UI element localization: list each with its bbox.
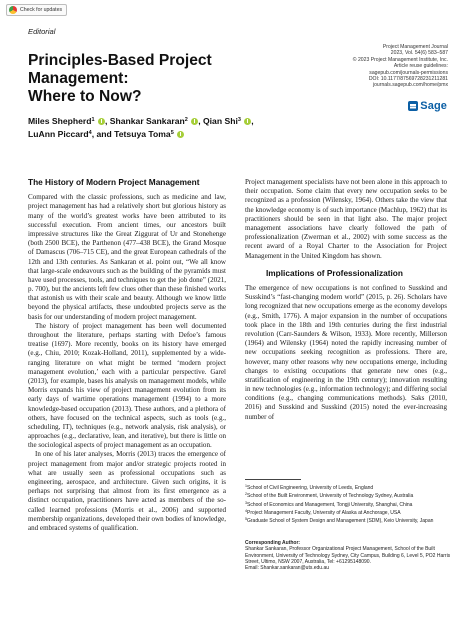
crossmark-icon [9, 6, 17, 14]
affiliation-item: $^3$School of Economics and Management, Tongji University, Shanghai, China [245, 500, 413, 508]
author[interactable]: Qian Shi$^3$ , [202, 116, 254, 126]
corresponding-author-details: Shankar Sankaran, Professor Organizational Project Management, School of the Built Environment, University of Technology Sydney, City Campus, Building 6, Level 5, PO2 Harris Street, Ultimo, NSW 2007, Australia, Tel: +61295148090. [245, 546, 451, 566]
doi-link[interactable]: DOI: 10.1177/87569728231211281 [368, 76, 448, 83]
body-paragraph: The emergence of new occupations is not confined to Susskind and Susskind’s “fast-changing modern world” (2015, p. 26). Scholars have long recognized that new occupations emerge as the economy develops (e.g., Smith, 1776). A major expansion in the number of occupations took place in the 18th and 19th centuries during the first industrial revolution (Carr-Saunders & Wilson, 1933). More recently, Millerson (1964) and Wilensky (1964) noted the rapidly increasing number of new occupations seeking recognition as professions. There are, however, many other reasons why new occupations emerge, including changes to existing occupations that generate new ones (e.g., stratification of engineering in the 19th century); innovation resulting in new technologies (e.g., information technology); and differing social conditions (e.g., changing communications methods). Saks (2010, 2016) and Susskind and Susskind (2015) noted the ever-increasing number of [245, 284, 447, 421]
check-for-updates-badge[interactable] [6, 4, 67, 16]
copyright-line: © 2023 Project Management Institute, Inc. [352, 56, 448, 63]
affiliation-item: $^4$Project Management Faculty, University of Alaska at Anchorage, USA [245, 509, 401, 517]
journal-info [298, 44, 448, 89]
sage-logo [408, 100, 447, 112]
left-column [28, 178, 226, 533]
sage-wordmark: Sage [420, 100, 447, 112]
section-heading-history: The History of Modern Project Management [28, 177, 200, 187]
body-paragraph: Compared with the classic professions, such as medicine and law, project management has had a relatively short but glorious history as many of the world’s greatest works have been attributed to its successful execution. From ancient times, our ancestors built impressive structures like the Great Ziggurat of Ur and Stonehenge (both 2500 BCE), the Parthenon (477–438 BCE), the Grand Mosque of Damascus (706–715 CE), and the great European cathedrals of the 12th and 13th centuries. As Sankaran et al. point out, “We all know that large-scale endeavours such as the building of the pyramids must have used processes, tools, and techniques to get the job done” (2021, p. 700), but the ancients left few clues other than these finished works that astonish us with their scale and beauty. Although we know little beyond the physical artifacts, these undoubted projects serve as the basis for our understanding of modern project management. [28, 193, 226, 321]
corresponding-author-heading: Corresponding Author: [245, 540, 301, 546]
body-paragraph: In one of his later analyses, Morris (2013) traces the emergence of project management from major and/or strategic projects rooted in what are usually seen as professional occupations such as engineering, aerospace, and architecture. Given such origins, it is perhaps not surprising that almost from its first emergence as a distinct occupation, practitioners have acted as members of the so-called learned professions (Morris et al., 2006) and supported membership organizations, developed their own bodies of knowledge, and embraced systems of qualification. [28, 450, 226, 532]
journal-home-link[interactable]: journals.sagepub.com/home/pmx [372, 82, 448, 89]
right-column-intro [245, 178, 447, 261]
check-for-updates-label: Check for updates [20, 7, 63, 13]
footnote-divider [245, 479, 301, 480]
author[interactable]: Tetsuya Toma$^5$ [114, 129, 184, 139]
section-label: Editorial [28, 27, 56, 36]
author-list [28, 114, 328, 140]
title-line-2: Where to Now? [28, 88, 142, 105]
article-title [28, 52, 308, 106]
affiliations [245, 483, 450, 525]
orcid-icon[interactable] [244, 118, 251, 125]
author[interactable]: LuAnn Piccard$^4$, and [28, 129, 112, 139]
affiliation-item: $^1$School of Civil Engineering, University of Leeds, England [245, 484, 374, 491]
permissions-link[interactable]: sagepub.com/journals-permissions [369, 69, 448, 76]
corresponding-author [245, 540, 451, 572]
right-column-body [245, 284, 447, 422]
author[interactable]: Miles Shepherd$^1$ , [28, 116, 108, 126]
orcid-icon[interactable] [98, 118, 105, 125]
reuse-guidelines-label: Article reuse guidelines: [393, 63, 448, 70]
affiliation-item: $^5$Graduate School of System Design and Management (SDM), Keio University, Japan [245, 517, 434, 525]
orcid-icon[interactable] [191, 118, 198, 125]
affiliation-item: $^2$School of the Built Environment, University of Technology Sydney, Australia [245, 492, 414, 500]
orcid-icon[interactable] [177, 131, 184, 138]
title-line-1: Principles-Based Project Management: [28, 52, 212, 87]
author[interactable]: Shankar Sankaran$^2$ , [109, 116, 201, 126]
journal-volume: 2023, Vol. 54(6) 583–587 [390, 50, 448, 57]
sage-icon [408, 101, 418, 111]
body-paragraph: The history of project management has been well documented throughout the literature, perhaps starting with Defoe’s famous treatise (1697). More recently, books on its history have emerged (e.g., Chiu, 2010; Kozak-Holland, 2011), supplemented by a wide-ranging literature on what might be termed ‘modern project management evolution,’ each with a particular perspective. Garel (2013), for example, bases his analysis on management models, while Morris expands his view of project management evolution from its early days of wartime operations management (1994) to a more knowledge-based occupation (2013). These authors, and a plethora of others, have focused on the technical aspects, such as tools (e.g., scheduling, IT), techniques (e.g., network analysis, risk analysis), or approaches (e.g., declarative, lean, and iterative), but there is little on the sociological aspects of project management as an occupation. [28, 321, 226, 450]
corresponding-author-email[interactable]: Email: Shankar.sankaran@uts.edu.au [245, 565, 330, 572]
body-paragraph: Project management specialists have not been alone in this approach to their occupation. Some claim that every new occupation seeks to be recognized as a profession (Wilensky, 1964). Others take the view that the knowledge economy is of such importance (Machlup, 1962) that its practitioners should be seen in that light also. The major project management associations have clearly followed the path of professionalization (Zwerman et al., 2002) with some success as the recent award of a Royal Charter to the Association for Project Management in the United Kingdom has shown. [245, 178, 447, 260]
journal-name: Project Management Journal [382, 44, 448, 50]
section-heading-implications: Implications of Professionalization [266, 268, 403, 278]
